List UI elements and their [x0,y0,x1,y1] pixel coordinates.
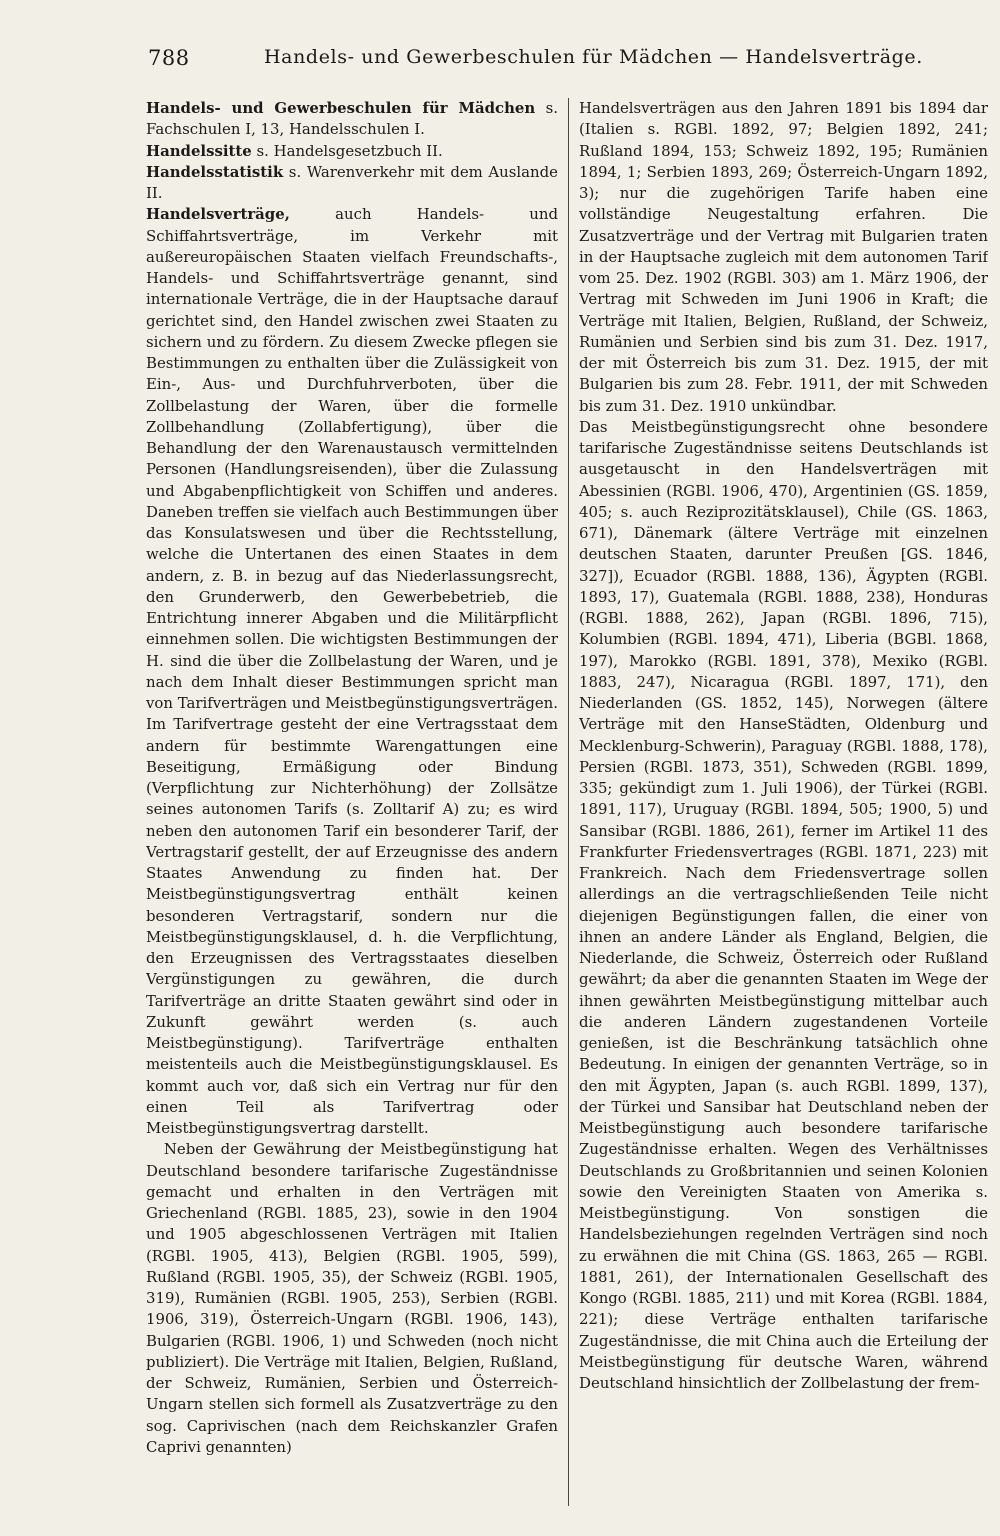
entry-lemma: Handelsstatistik [146,162,284,181]
entry-lemma: Handels- und Gewerbeschulen für Mädchen [146,99,536,117]
entry-text: auch Handels- und Schiffahrtsverträge, im Verkehr mit außereuropäischen Staaten vielfach Freundschafts-, Handels- und Schiffahrtsverträge genannt, sind internationale Verträge, die in der Hauptsache darauf gerichtet sind, den Handel zwischen zwei Staaten zu sichern und zu fördern. Zu diesem Zwecke pflegen sie Bestimmungen zu enthalten über die Zulässigkeit von Ein-, Aus- und Durchfuhrverboten, über die Zollbelastung der Waren, über die formelle Zollbehandlung (Zollabfertigung), über die Behandlung der den Warenaustausch vermittelnden Personen (Handlungsreisenden), über die Zulassung und Abgabenpflichtigkeit von Schiffen und anderes. Daneben treffen sie vielfach auch Bestimmungen über das Konsulatswesen und über die Rechtsstellung, welche die Untertanen des einen Staates in dem andern, z. B. in bezug auf das Niederlassungsrecht, den Grunderwerb, den Gewerbebetrieb, die Entrichtung innerer Abgaben und die Militärpflicht einnehmen sollen. Die wichtigsten Bestimmungen der H. sind die über die Zollbelastung der Waren, und je nach dem Inhalt dieser Bestimmungen spricht man von Tarifverträgen und Meistbegünstigungsverträgen. Im Tarifvertrage gesteht der eine Vertragsstaat dem andern für bestimmte Warengattungen eine Beseitigung, Ermäßigung oder Bindung (Verpflichtung zur Nichterhöhung) der Zollsätze seines autonomen Tarifs (s. Zolltarif A) zu; es wird neben den autonomen Tarif ein besonderer Tarif, der Vertragstarif gestellt, der auf Erzeugnisse des andern Staates Anwendung zu finden hat. Der Meistbegünstigungsvertrag enthält keinen besonderen Vertragstarif, sondern nur die Meistbegünstigungsklausel, d. h. die Verpflichtung, den Erzeugnissen des Vertragsstaates dieselben Vergünstigungen zu gewähren, die durch Tarifverträge an dritte Staaten gewährt sind oder in Zukunft gewährt werden (s. auch Meistbegünstigung). Tarifverträge enthalten meistenteils auch die Meistbegünstigungsklausel. Es kommt auch vor, daß sich ein Vertrag nur für den einen Teil als Tarifvertrag oder Meistbegünstigungsvertrag darstellt. [146,205,558,1137]
entry-handelssitte [146,141,558,162]
column-divider [568,98,569,1506]
entry-handelsvertraege [146,204,558,1139]
entry-lemma: Handelssitte [146,141,252,160]
paragraph-meistbeguenstigungsrecht: Das Meistbegünstigungsrecht ohne besondere tarifarische Zugeständnisse seitens Deutschlands ist ausgetauscht in den Handelsverträgen mit Abessinien (RGBl. 1906, 470), Argentinien (GS. 1859, 405; s. auch Reziprozitätsklausel), Chile (GS. 1863, 671), Dänemark (ältere Verträge mit einzelnen deutschen Staaten, darunter Preußen [GS. 1846, 327]), Ecuador (RGBl. 1888, 136), Ägypten (RGBl. 1893, 17), Guatemala (RGBl. 1888, 238), Honduras (RGBl. 1888, 262), Japan (RGBl. 1896, 715), Kolumbien (RGBl. 1894, 471), Liberia (BGBl. 1868, 197), Marokko (RGBl. 1891, 378), Mexiko (RGBl. 1883, 247), Nicaragua (RGBl. 1897, 171), den Niederlanden (GS. 1852, 145), Norwegen (ältere Verträge mit den HanseStädten, Oldenburg und Mecklenburg-Schwerin), Paraguay (RGBl. 1888, 178), Persien (RGBl. 1873, 351), Schweden (RGBl. 1899, 335; gekündigt zum 1. Juli 1906), der Türkei (RGBl. 1891, 117), Uruguay (RGBl. 1894, 505; 1900, 5) und Sansibar (RGBl. 1886, 261), ferner im Artikel 11 des Frankfurter Friedensvertrages (RGBl. 1871, 223) mit Frankreich. Nach dem Friedensvertrage sollen allerdings an die vertragschließenden Teile nicht diejenigen Begünstigungen fallen, die einer von ihnen an andere Länder als England, Belgien, die Niederlande, die Schweiz, Österreich oder Rußland gewährt; da aber die genannten Staaten im Wege der ihnen gewährten Meistbegünstigung mittelbar auch die anderen Ländern zugestandenen Vorteile genießen, ist die Beschränkung tatsächlich ohne Bedeutung. In einigen der genannten Verträge, so in den mit Ägypten, Japan (s. auch RGBl. 1899, 137), der Türkei und Sansibar hat Deutschland neben der Meistbegünstigung auch besondere tarifarische Zugeständnisse erhalten. Wegen des Verhältnisses Deutschlands zu Großbritannien und seinen Kolonien sowie den Vereinigten Staaten von Amerika s. Meistbegünstigung. Von sonstigen die Handelsbeziehungen regelnden Verträgen sind noch zu erwähnen die mit China (GS. 1863, 265 — RGBl. 1881, 261), der Internationalen Gesellschaft des Kongo (RGBl. 1885, 211) und mit Korea (RGBl. 1884, 221); diese Verträge enthalten tarifarische Zugeständnisse, die mit China auch die Erteilung der Meistbegünstigung für deutsche Waren, während Deutschland hinsichtlich der Zollbelastung der frem- [579,417,988,1392]
paragraph-continuation: Handelsverträgen aus den Jahren 1891 bis 1894 dar (Italien s. RGBl. 1892, 97; Belgien 1892, 241; Rußland 1894, 153; Schweiz 1892, 195; Rumänien 1894, 1; Serbien 1893, 269; Österreich-Ungarn 1892, 3); nur die zugehörigen Tarife haben eine vollständige Neugestaltung erfahren. Die Zusatzverträge und der Vertrag mit Bulgarien traten in der Hauptsache zugleich mit dem autonomen Tarif vom 25. Dez. 1902 (RGBl. 303) am 1. März 1906, der Vertrag mit Schweden im Juni 1906 in Kraft; die Verträge mit Italien, Belgien, Rußland, der Schweiz, Rumänien und Serbien sind bis zum 31. Dez. 1917, der mit Österreich bis zum 31. Dez. 1915, der mit Bulgarien bis zum 28. Febr. 1911, der mit Schweden bis zum 31. Dez. 1910 unkündbar. [579,99,988,415]
entry-text: s. Fachschulen I, 13, Handelsschulen I. [146,99,558,139]
left-column [146,98,558,1508]
entry-lemma: Handelsverträge, [146,205,290,224]
entry-text: s. Warenverkehr mit dem Auslande II. [146,162,558,202]
entry-handels-und-gewerbeschulen [146,98,558,141]
page-number: 788 [148,46,190,70]
page-header [140,42,923,78]
entry-text: s. Handelsgesetzbuch II. [251,141,443,160]
paragraph-meistbeguenstigung: Neben der Gewährung der Meistbegünstigung hat Deutschland besondere tarifarische Zugeständnisse gemacht und erhalten in den Verträgen mit Griechenland (RGBl. 1885, 23), sowie in den 1904 und 1905 abgeschlossenen Verträgen mit Italien (RGBl. 1905, 413), Belgien (RGBl. 1905, 599), Rußland (RGBl. 1905, 35), der Schweiz (RGBl. 1905, 319), Rumänien (RGBl. 1905, 253), Serbien (RGBl. 1906, 319), Österreich-Ungarn (RGBl. 1906, 143), Bulgarien (RGBl. 1906, 1) und Schweden (noch nicht publiziert). Die Verträge mit Italien, Belgien, Rußland, der Schweiz, Rumänien, Serbien und Österreich-Ungarn stellen sich formell als Zusatzverträge zu den sog. Caprivischen (nach dem Reichskanzler Grafen Caprivi genannten) [146,1140,558,1456]
right-column [579,98,988,1508]
running-title: Handels- und Gewerbeschulen für Mädchen — Handelsverträge. [264,46,923,68]
entry-handelsstatistik [146,162,558,205]
